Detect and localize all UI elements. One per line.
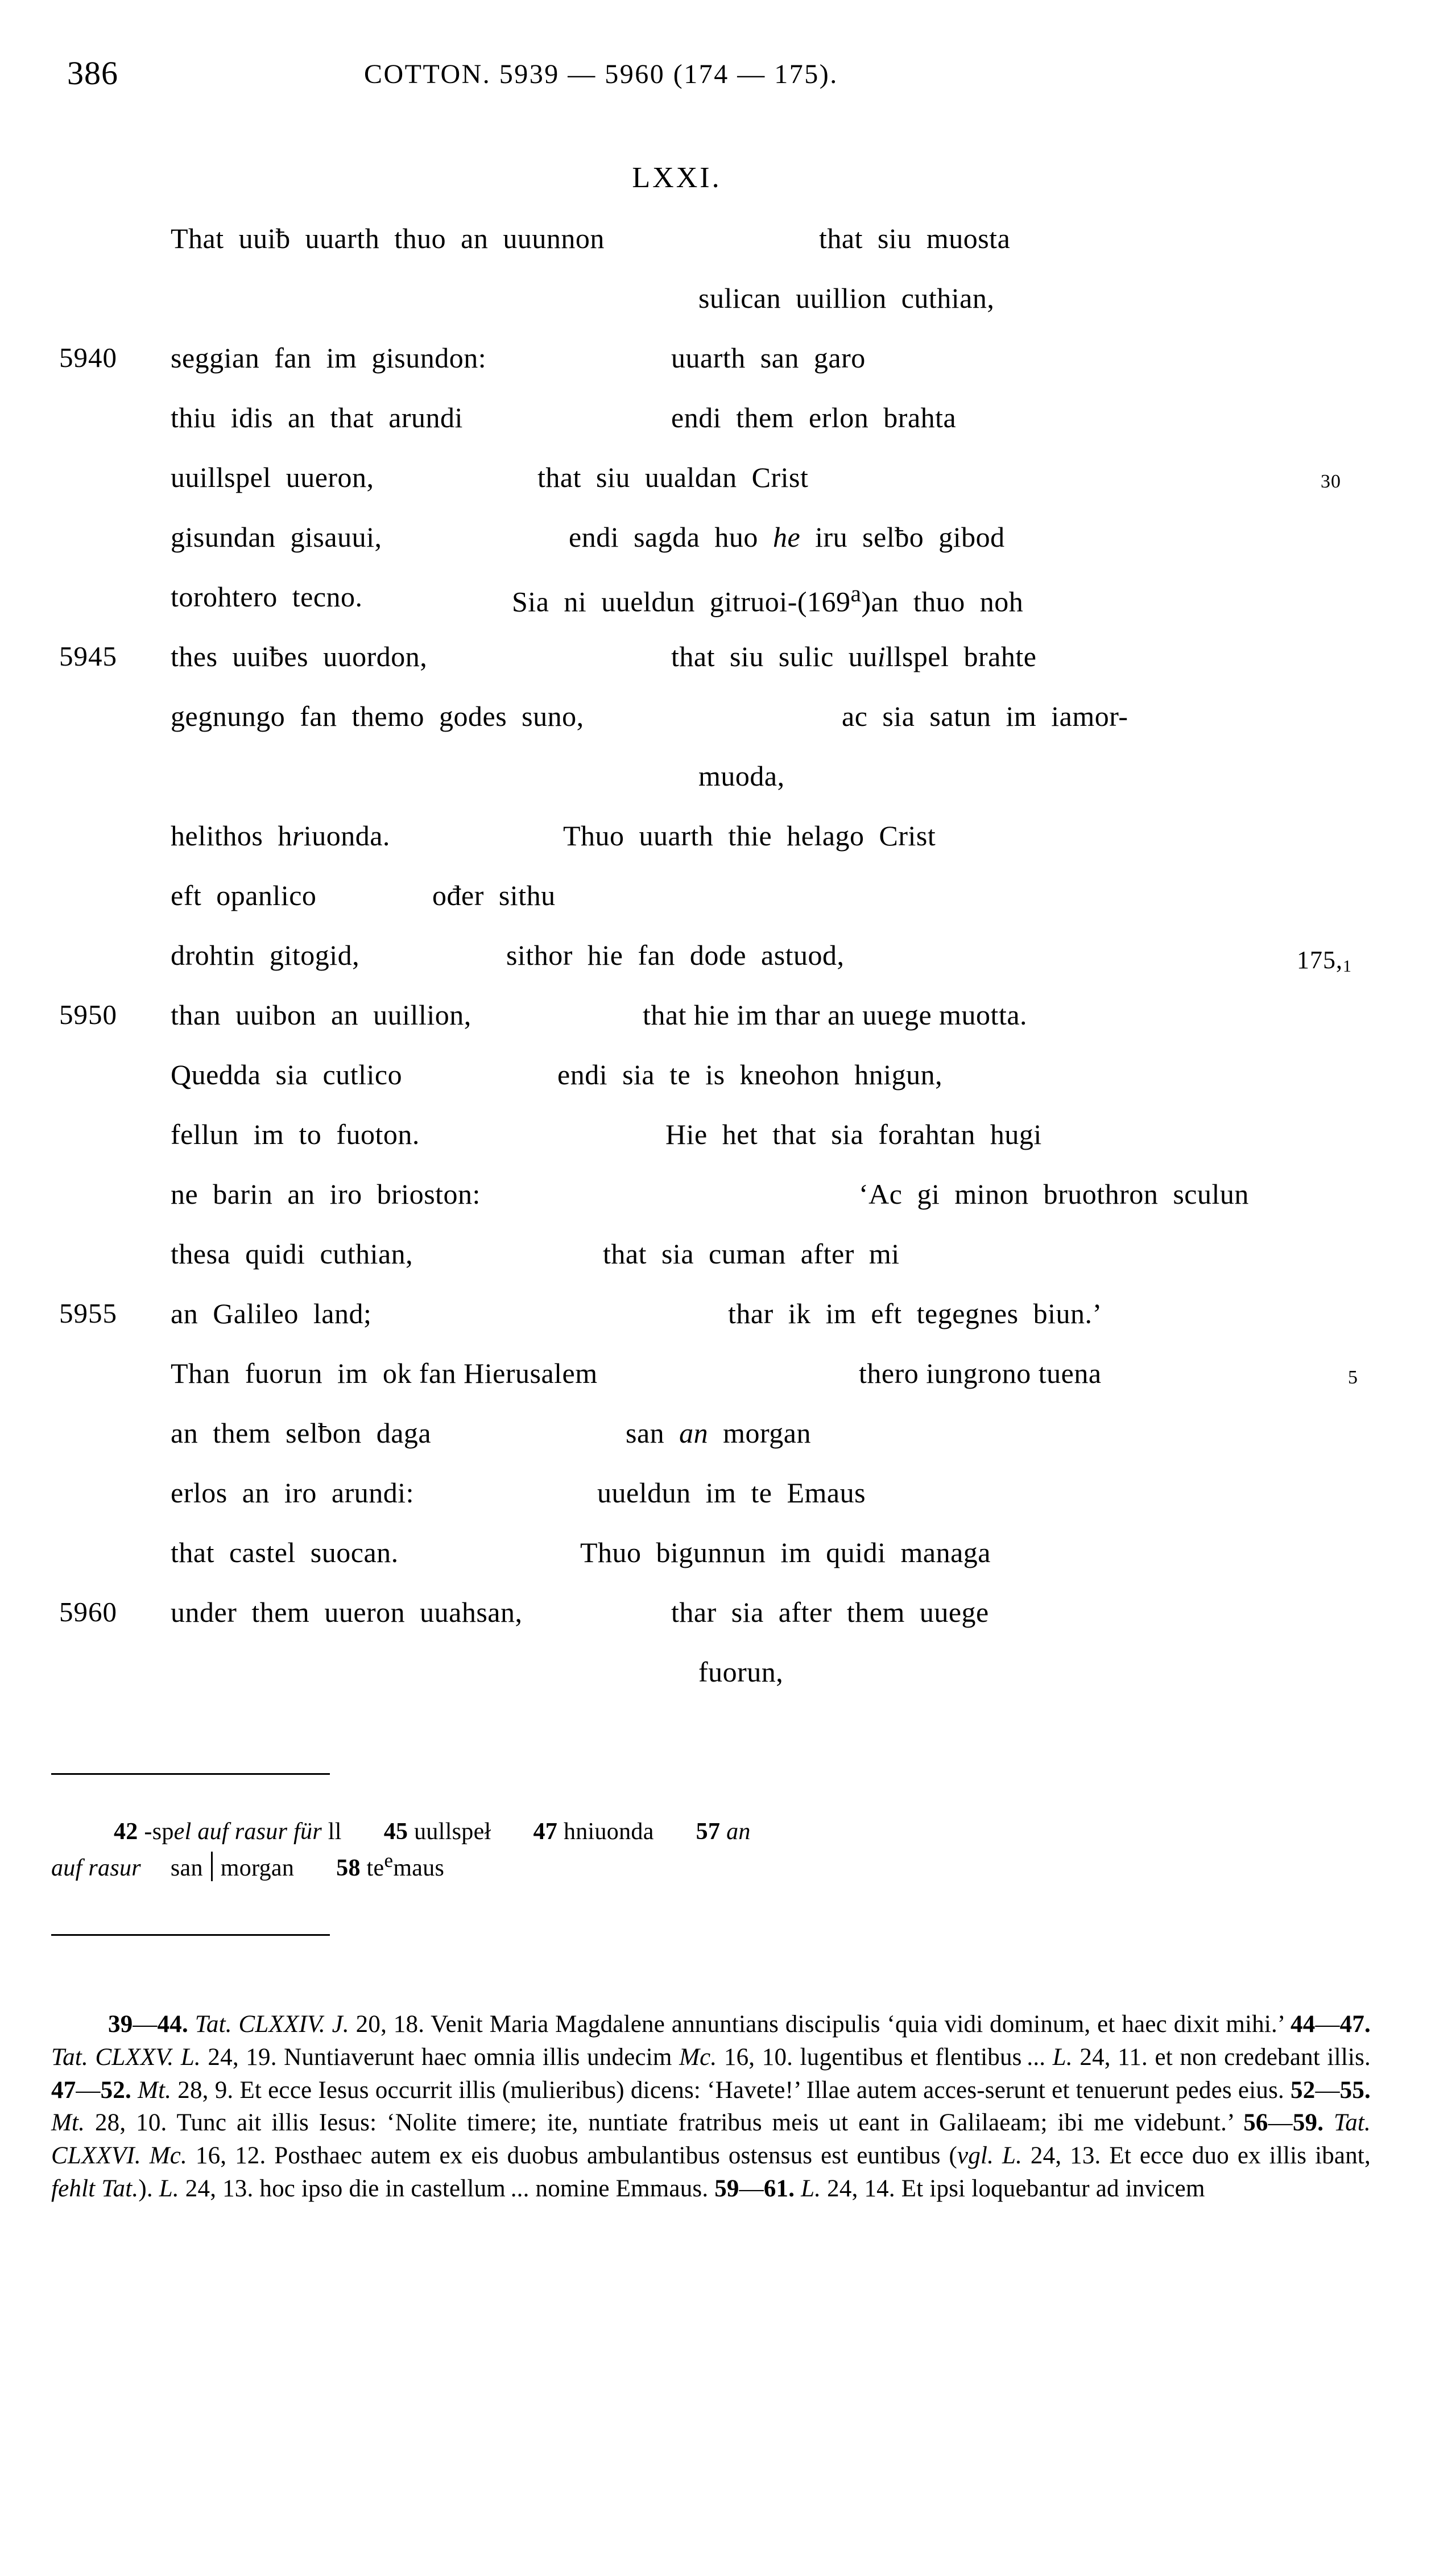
verse-text-b: that siu sulic uuillspel brahte <box>671 641 1037 672</box>
verse-text-b: ac sia satun im iamor- <box>842 700 1128 732</box>
verse-text-b: endi sagda huo he iru selƀo gibod <box>569 521 1005 553</box>
verse-text-b: endi sia te is kneohon hnigun, <box>557 1059 943 1090</box>
verse-text-b: sithor hie fan dode astuod, <box>506 939 845 971</box>
verse-text-b: that siu uualdan Crist <box>537 461 809 493</box>
chapter-heading: LXXI. <box>632 162 722 194</box>
verse-text-a: gisundan gisauui, <box>171 521 382 553</box>
verse-line <box>0 1416 1456 1476</box>
verse-line <box>0 939 1456 998</box>
commentary-text: 39—44. Tat. CLXXIV. J. 20, 18. Venit Maria Magdalene annuntians discipulis ‘quia vidi dominum, et haec dixit mihi.’ 44—47. Tat. CLXXV. L. 24, 19. Nuntiaverunt haec omnia illis undecim Mc. 16, 10. lugentibus et flentibus ... L. 24, 11. et non credebant illis. 47—52. Mt. 28, 9. Et ecce Iesus occurrit illis (mulieribus) dicens: ‘Havete!’ Illae autem acces-serunt et tenuerunt pedes eius. 52—55. Mt. 28, 10. Tunc ait illis Iesus: ‘Nolite timere; ite, nuntiate fratribus meis ut eant in Galilaeam; ibi me videbunt.’ 56—59. Tat. CLXXVI. Mc. 16, 12. Posthaec autem ex eis duobus ambulantibus ostensus est euntibus (vgl. L. 24, 13. Et ecce duo ex illis ibant, fehlt Tat.). L. 24, 13. hoc ipso die in castellum ... nomine Emmaus. 59—61. L. 24, 14. Et ipsi loquebantur ad invicem <box>51 2011 1371 2203</box>
apparatus-criticus <box>51 1816 1359 1883</box>
verse-line <box>0 1118 1456 1178</box>
verse-text-b: thar sia after them uuege <box>671 1596 989 1628</box>
verse-line <box>0 1357 1456 1416</box>
verse-line <box>0 222 1456 282</box>
verse-text-a: thes uuiƀes uuordon, <box>171 641 428 672</box>
marginal-line-number: 5 <box>1348 1367 1358 1388</box>
verse-text-a: Quedda sia cutlico <box>171 1059 403 1090</box>
verse-text-a: fuorun, <box>698 1656 784 1688</box>
apparatus-line-1: 42 -spel auf rasur für ll 45 uullspeł 47 hniuonda 57 an <box>114 1819 751 1845</box>
verse-text-b: san an morgan <box>626 1417 811 1449</box>
verse-text-a: eft opanlico <box>171 879 317 911</box>
verse-text-b: endi them erlon brahta <box>671 402 957 433</box>
verse-line <box>0 282 1456 341</box>
verse-text-a: torohtero tecno. <box>171 581 363 613</box>
verse-text-a: ne barin an iro brioston: <box>171 1178 481 1210</box>
verse-line <box>0 521 1456 580</box>
verse-text-a: helithos hriuonda. <box>171 820 390 852</box>
verse-text-a: seggian fan im gisundon: <box>171 342 487 374</box>
verse-text-a: thiu idis an that arundi <box>171 402 463 433</box>
commentary-block <box>51 2008 1371 2205</box>
verse-line <box>0 879 1456 939</box>
verse-text-a: drohtin gitogid, <box>171 939 360 971</box>
verse-text-a: an them selƀon daga <box>171 1417 432 1449</box>
verse-text-b: thero iungrono tuena <box>859 1357 1102 1389</box>
verse-text-a: uuillspel uueron, <box>171 461 374 493</box>
verse-text-b: Thuo uuarth thie helago Crist <box>563 820 936 852</box>
running-head-title: COTTON. 5939 — 5960 (174 — 175). <box>364 59 838 89</box>
verse-text-a: sulican uuillion cuthian, <box>698 282 995 314</box>
verse-line <box>0 401 1456 461</box>
verse-number: 5960 <box>59 1596 117 1627</box>
verse-text-a: thesa quidi cuthian, <box>171 1238 413 1270</box>
document-page <box>0 54 1456 2557</box>
verse-line <box>0 1655 1456 1715</box>
verse-text-a: an Galileo land; <box>171 1298 372 1329</box>
verse-line <box>0 998 1456 1058</box>
verse-text-b: thar ik im eft tegegnes biun.’ <box>728 1298 1102 1329</box>
verse-text-b: that siu muosta <box>819 222 1011 254</box>
verse-text-b: ‘Ac gi minon bruothron sculun <box>859 1178 1249 1210</box>
verse-text-a: gegnungo fan themo godes suno, <box>171 700 584 732</box>
verse-line <box>0 700 1456 759</box>
verse-text-a: under them uueron uuahsan, <box>171 1596 523 1628</box>
verse-text-a: Than fuorun im ok fan Hierusalem <box>171 1357 598 1389</box>
verse-text-a: erlos an iro arundi: <box>171 1477 415 1509</box>
verse-number: 5945 <box>59 641 117 672</box>
verse-text-b: that sia cuman after mi <box>603 1238 900 1270</box>
verse-line <box>0 1536 1456 1596</box>
verse-line <box>0 819 1456 879</box>
verse-line <box>0 1297 1456 1357</box>
verse-text-b: uuarth san garo <box>671 342 866 374</box>
apparatus-line-2: auf rasur san morgan 58 $te^emaus$ <box>51 1849 445 1881</box>
verse-line <box>0 1178 1456 1237</box>
verse-text-a: that castel suocan. <box>171 1536 399 1568</box>
verse-text-b: Sia ni uueldun gitruoi-(169$^a$)an thuo noh <box>512 581 1024 618</box>
verse-text-a: That uuiƀ uuarth thuo an uuunnon <box>171 222 605 254</box>
verse-block <box>0 222 1456 1715</box>
verse-line <box>0 1476 1456 1536</box>
verse-line <box>0 341 1456 401</box>
apparatus-rule-bottom <box>51 1934 330 1936</box>
verse-text-a: muoda, <box>698 760 785 792</box>
verse-line <box>0 640 1456 700</box>
verse-text-a: fellun im to fuoton. <box>171 1118 420 1150</box>
verse-line <box>0 580 1456 640</box>
verse-text-b: ođer sithu <box>432 879 556 911</box>
verse-line <box>0 1596 1456 1655</box>
verse-number: 5955 <box>59 1298 117 1329</box>
verse-number: 5940 <box>59 342 117 373</box>
verse-text-b: Hie het that sia forahtan hugi <box>665 1118 1042 1150</box>
verse-text-b: Thuo bigunnun im quidi managa <box>580 1536 991 1568</box>
verse-line <box>0 1058 1456 1118</box>
running-head <box>0 54 1456 139</box>
page-number: 386 <box>67 55 118 92</box>
apparatus-rule-top <box>51 1773 330 1775</box>
verse-line <box>0 759 1456 819</box>
verse-text-b: uueldun im te Emaus <box>597 1477 866 1509</box>
verse-line <box>0 1237 1456 1297</box>
verse-line <box>0 461 1456 521</box>
marginal-line-number: 175,1 <box>1297 946 1352 976</box>
verse-text-a: than uuibon an uuillion, <box>171 999 471 1031</box>
marginal-line-number: 30 <box>1321 471 1341 492</box>
verse-text-b: that hie im thar an uuege muotta. <box>643 999 1028 1031</box>
verse-number: 5950 <box>59 999 117 1030</box>
